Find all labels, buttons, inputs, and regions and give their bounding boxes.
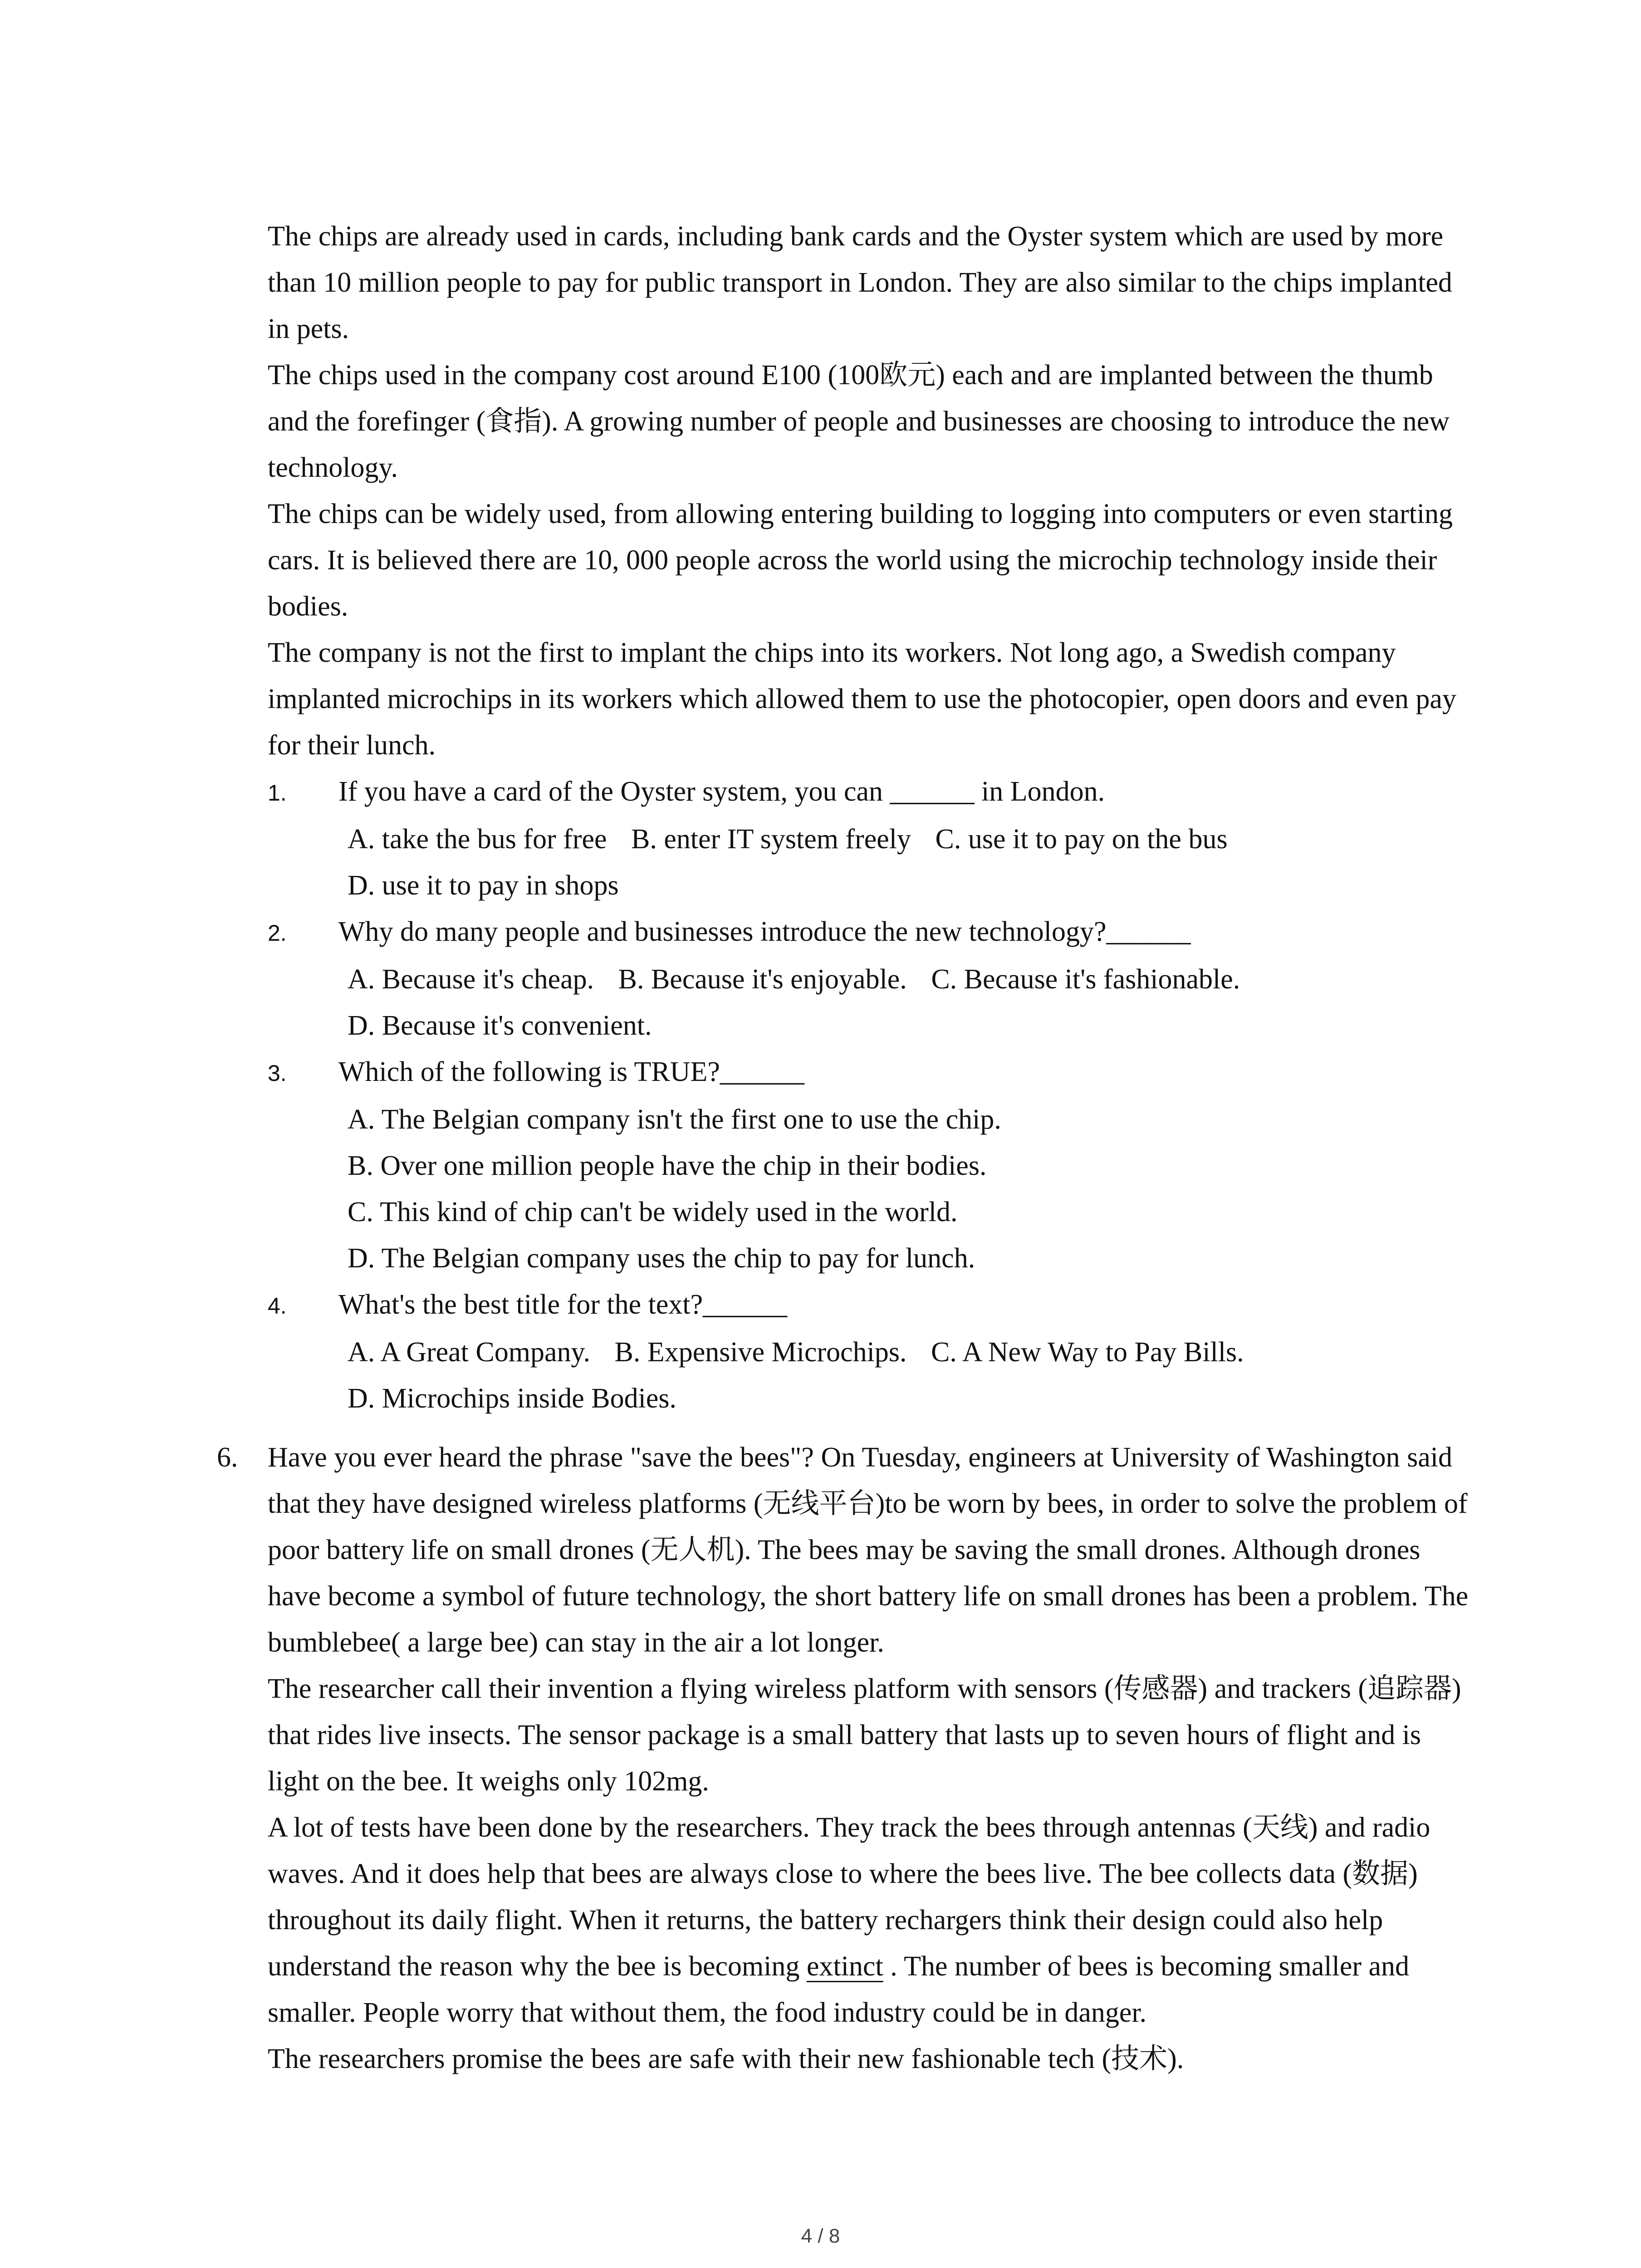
question-list bbox=[268, 768, 1470, 1422]
question-2 bbox=[268, 909, 1470, 1049]
question-text: If you have a card of the Oyster system, you can ______ in London. bbox=[338, 776, 1105, 807]
option-d: D. use it to pay in shops bbox=[348, 870, 619, 901]
underlined-word: extinct bbox=[807, 1951, 883, 1982]
passage-2-first-paragraph bbox=[217, 1434, 1470, 1666]
option-c: C. A New Way to Pay Bills. bbox=[931, 1337, 1244, 1368]
option-line bbox=[348, 1096, 1470, 1143]
option-a: A. take the bus for free bbox=[348, 824, 607, 855]
question-number: 2. bbox=[268, 920, 287, 946]
option-b: B. enter IT system freely bbox=[631, 824, 911, 855]
passage-1-paragraph: The chips can be widely used, from allowing entering building to logging into computers or even starting cars. It is believed there are 10, 000 people across the world using the microchip technology inside their bodies. bbox=[268, 499, 1453, 622]
question-text: Why do many people and businesses introduce the new technology?______ bbox=[338, 916, 1191, 947]
passage-2-paragraph-text: Have you ever heard the phrase "save the bees"? On Tuesday, engineers at University of Washington said that they have designed wireless platforms (无线平台)to be worn by bees, in order to solve the problem of poor battery life on small drones (无人机). The bees may be saving the small drones. Although drones have become a symbol of future technology, the short battery life on small drones has been a problem. The bumblebee( a large bee) can stay in the air a lot longer. bbox=[268, 1442, 1469, 1658]
paragraph-text: . The number of bees is becoming smaller and smaller. People worry that without them, the food industry could be in danger. bbox=[268, 1951, 1410, 2028]
passage-2-paragraph bbox=[268, 1804, 1470, 2036]
option-line bbox=[348, 1189, 1470, 1235]
passage-2-paragraph: The researcher call their invention a flying wireless platform with sensors (传感器) and trackers (追踪器) that rides live insects. The sensor package is a small battery that lasts up to seven hours of flight and is light on the bee. It weighs only 102mg. bbox=[268, 1673, 1461, 1797]
option-a: A. The Belgian company isn't the first one to use the chip. bbox=[348, 1104, 1001, 1135]
option-d: D. Because it's convenient. bbox=[348, 1010, 652, 1041]
question-stem bbox=[268, 1281, 1470, 1329]
option-line bbox=[348, 956, 1470, 1002]
option-a: A. A Great Company. bbox=[348, 1337, 590, 1368]
passage-1-paragraph: The chips used in the company cost around E100 (100欧元) each and are implanted between the thumb and the forefinger (食指). A growing number of people and businesses are choosing to introduce the new technology. bbox=[268, 360, 1450, 483]
option-d: D. Microchips inside Bodies. bbox=[348, 1383, 676, 1414]
passage-1-paragraph: The chips are already used in cards, including bank cards and the Oyster system which are used by more than 10 million people to pay for public transport in London. They are also similar to the chips implanted in pets. bbox=[268, 221, 1452, 344]
option-line bbox=[348, 816, 1470, 862]
question-options bbox=[268, 1329, 1470, 1422]
option-line bbox=[348, 1002, 1470, 1049]
page-content bbox=[217, 213, 1470, 2082]
option-line bbox=[348, 1143, 1470, 1189]
option-line bbox=[348, 1235, 1470, 1281]
page-number: 4 / 8 bbox=[801, 2225, 840, 2247]
question-number: 1. bbox=[268, 780, 287, 806]
passage-1 bbox=[268, 213, 1470, 1422]
question-3 bbox=[268, 1049, 1470, 1281]
option-b: B. Because it's enjoyable. bbox=[618, 964, 907, 995]
question-number: 3. bbox=[268, 1061, 287, 1086]
option-b: B. Expensive Microchips. bbox=[614, 1337, 907, 1368]
option-b: B. Over one million people have the chip in their bodies. bbox=[348, 1150, 987, 1181]
passage-2-paragraph: The researchers promise the bees are safe with their new fashionable tech (技术). bbox=[268, 2043, 1184, 2074]
question-options bbox=[268, 816, 1470, 909]
passage-2 bbox=[217, 1434, 1470, 2082]
question-4 bbox=[268, 1281, 1470, 1422]
question-options bbox=[268, 956, 1470, 1049]
passage-1-paragraph: The company is not the first to implant the chips into its workers. Not long ago, a Swedish company implanted microchips in its workers which allowed them to use the photocopier, open doors and even pay for their lunch. bbox=[268, 637, 1456, 761]
question-text: What's the best title for the text?______ bbox=[338, 1289, 788, 1320]
question-stem bbox=[268, 909, 1470, 956]
option-c: C. use it to pay on the bus bbox=[935, 824, 1228, 855]
question-stem bbox=[268, 768, 1470, 816]
question-text: Which of the following is TRUE?______ bbox=[338, 1056, 804, 1087]
question-stem bbox=[268, 1049, 1470, 1096]
option-c: C. Because it's fashionable. bbox=[931, 964, 1240, 995]
section-number: 6. bbox=[217, 1442, 238, 1473]
option-d: D. The Belgian company uses the chip to pay for lunch. bbox=[348, 1243, 975, 1274]
question-options bbox=[268, 1096, 1470, 1281]
question-1 bbox=[268, 768, 1470, 909]
option-line bbox=[348, 1375, 1470, 1422]
paragraph-text: A lot of tests have been done by the researchers. They track the bees through antennas (天线) and radio waves. And it does help that bees are always close to where the bees live. The bee collects data (数据) throughout its daily flight. When it returns, the battery rechargers think their design could also help understand the reason why the bee is becoming bbox=[268, 1812, 1430, 1982]
option-line bbox=[348, 862, 1470, 909]
option-line bbox=[348, 1329, 1470, 1375]
option-c: C. This kind of chip can't be widely used in the world. bbox=[348, 1197, 958, 1227]
option-a: A. Because it's cheap. bbox=[348, 964, 594, 995]
question-number: 4. bbox=[268, 1293, 287, 1319]
